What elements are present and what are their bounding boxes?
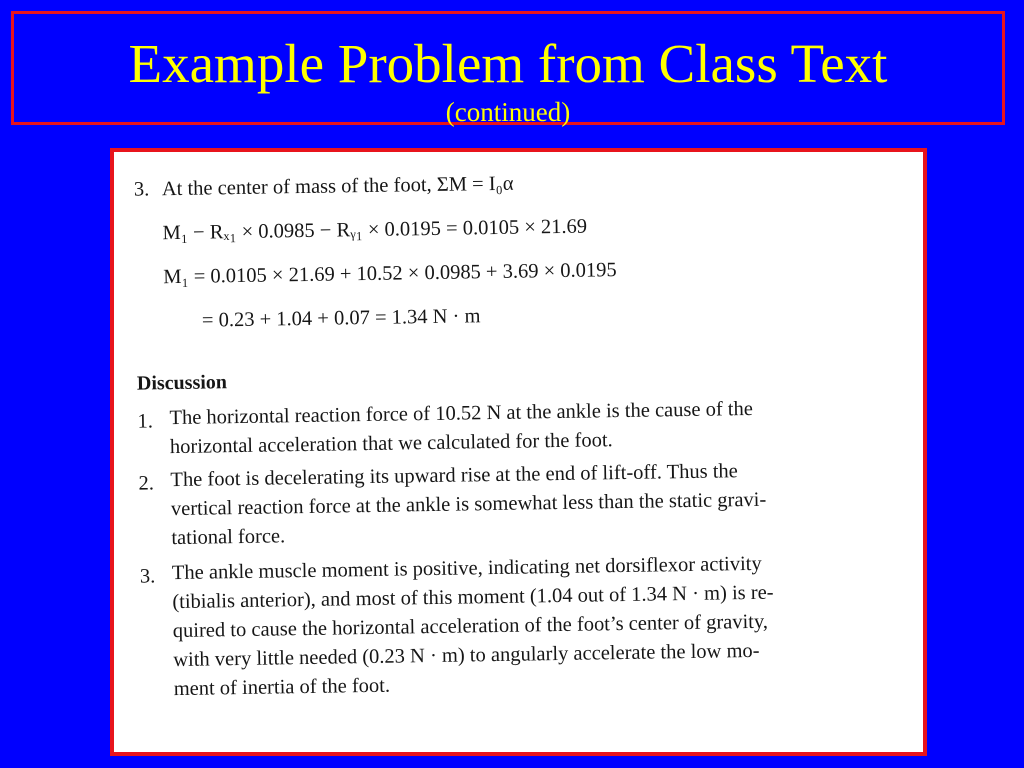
item-1-number: 1. (137, 410, 154, 433)
item-3-line: quired to cause the horizontal acceleration of the foot’s center of gravity, (172, 610, 769, 643)
item-3-line: (tibialis anterior), and most of this moment (1.04 out of 1.34 N · m) is re- (172, 581, 774, 614)
equation-3: = 0.23 + 1.04 + 0.07 = 1.34 N · m (201, 305, 481, 332)
equation-1: M₁ − Rₓ₁ × 0.0985 − Rᵧ₁ × 0.0195 = 0.0105 × 21.69 (162, 215, 588, 245)
discussion-item-2 (170, 455, 906, 554)
item-3-line: The ankle muscle moment is positive, indicating net dorsiflexor activity (171, 552, 762, 585)
discussion-item-1 (169, 393, 905, 463)
discussion-item-3 (172, 548, 909, 705)
item-3-number: 3. (139, 565, 156, 588)
item-3-line: with very little needed (0.23 N · m) to angularly accelerate the low mo- (173, 639, 760, 672)
item-2-number: 2. (138, 472, 155, 495)
slide-title: Example Problem from Class Text (128, 33, 888, 94)
discussion-heading: Discussion (136, 371, 228, 395)
item-2-line: vertical reaction force at the ankle is somewhat less than the static gravi- (170, 488, 767, 521)
slide-subtitle: (continued) (445, 97, 571, 127)
item-2-line: tational force. (171, 525, 286, 550)
title-box (11, 11, 1005, 125)
item-3-line: ment of inertia of the foot. (173, 674, 391, 701)
equation-2: M₁ = 0.0105 × 21.69 + 10.52 × 0.0985 + 3.69 × 0.0195 (163, 259, 617, 289)
scan-content (109, 139, 927, 752)
scanned-textbook-page (110, 148, 927, 756)
step-number: 3. (133, 178, 150, 201)
item-2-line: The foot is decelerating its upward rise at the end of lift-off. Thus the (170, 460, 738, 492)
item-1-line: The horizontal reaction force of 10.52 N at the ankle is the cause of the (169, 397, 754, 430)
step-text: At the center of mass of the foot, ΣM = I₀α (161, 172, 514, 201)
item-1-line: horizontal acceleration that we calculated for the foot. (169, 429, 613, 459)
